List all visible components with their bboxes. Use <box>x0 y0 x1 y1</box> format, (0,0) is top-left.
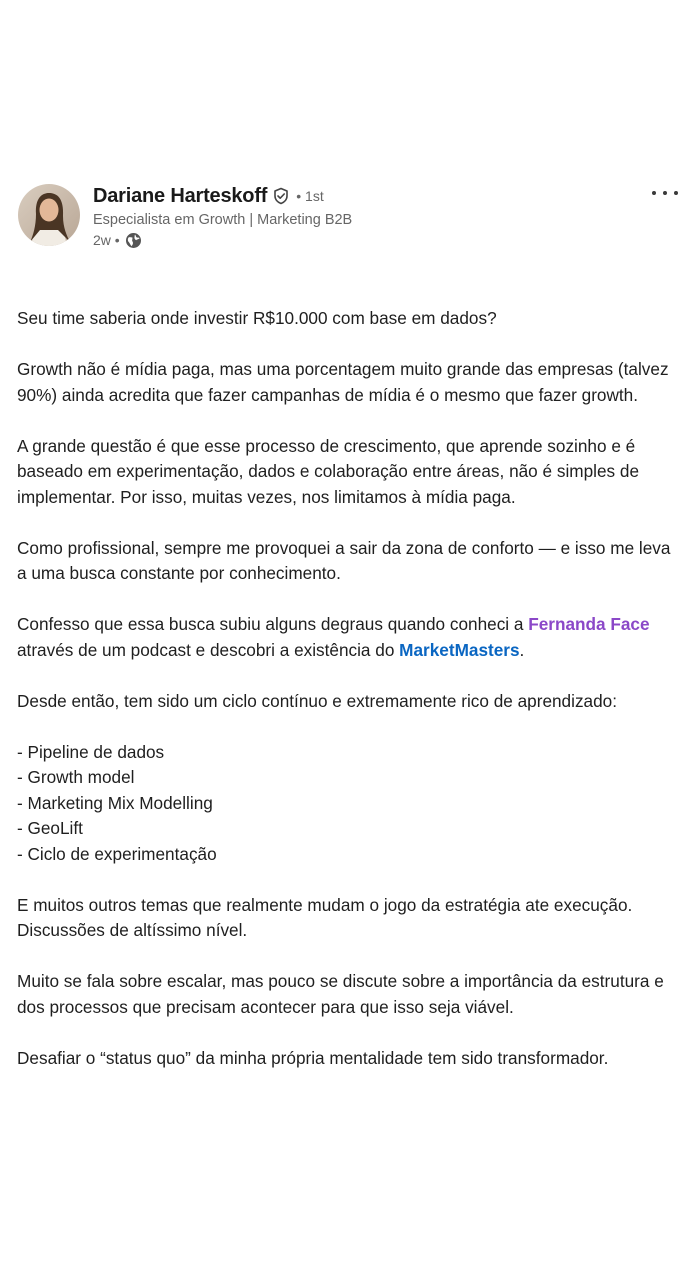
more-dot-2 <box>663 191 667 195</box>
list-item: - GeoLift <box>17 818 83 838</box>
post-time: 2w • <box>93 232 120 248</box>
name-row <box>93 184 352 208</box>
post-paragraph-5 <box>17 612 683 663</box>
post-paragraph-9: Desafiar o “status quo” da minha própria mentalidade tem sido transformador. <box>17 1047 609 1068</box>
list-item: - Growth model <box>17 767 135 787</box>
post-paragraph-7: E muitos outros temas que realmente mudam o jogo da estratégia ate execução. Discussões de altíssimo nível. <box>17 894 633 940</box>
verified-icon <box>272 187 290 205</box>
more-dot-3 <box>674 191 678 195</box>
list-item: - Marketing Mix Modelling <box>17 792 213 813</box>
post-paragraph-3: A grande questão é que esse processo de crescimento, que aprende sozinho e é baseado em experimentação, dados e colaboração entre áreas, não é simples de implementar. Por isso, muitas vezes, nos limitamos à mídia paga. <box>17 435 640 507</box>
list-item: - Pipeline de dados <box>17 741 165 762</box>
globe-icon <box>125 232 142 249</box>
post-paragraph-4: Como profissional, sempre me provoquei a sair da zona de conforto — e isso me leva a uma busca constante por conhecimento. <box>17 537 671 583</box>
connection-degree: • 1st <box>296 188 324 204</box>
more-dot-1 <box>652 191 656 195</box>
author-block <box>93 184 352 250</box>
mention-company-link[interactable]: MarketMasters <box>399 639 520 660</box>
post-paragraph-8: Muito se fala sobre escalar, mas pouco se discute sobre a importância da estrutura e dos processos que precisam acontecer para que isso seja viável. <box>17 971 664 1017</box>
post-body <box>17 306 683 1097</box>
post-paragraph-2: Growth não é mídia paga, mas uma porcentagem muito grande das empresas (talvez 90%) ainda acredita que fazer campanhas de mídia é o mesmo que fazer growth. <box>17 359 669 405</box>
author-name[interactable]: Dariane Harteskoff <box>93 184 268 207</box>
post-paragraph-1: Seu time saberia onde investir R$10.000 com base em dados? <box>17 308 497 328</box>
more-options-icon[interactable] <box>652 184 678 202</box>
topics-list <box>17 740 683 868</box>
p5-text-before: Confesso que essa busca subiu alguns degraus quando conheci a <box>17 614 529 634</box>
list-item: - Ciclo de experimentação <box>17 843 217 864</box>
author-headline: Especialista em Growth | Marketing B2B <box>93 212 353 228</box>
post-paragraph-6: Desde então, tem sido um ciclo contínuo e extremamente rico de aprendizado: <box>17 690 617 711</box>
avatar[interactable] <box>18 184 80 246</box>
post-header <box>18 184 682 248</box>
p5-text-after: . <box>519 639 525 660</box>
mention-person-link[interactable]: Fernanda Face <box>528 614 650 634</box>
p5-text-middle: através de um podcast e descobri a existência do <box>17 639 400 660</box>
post-meta <box>93 230 352 250</box>
